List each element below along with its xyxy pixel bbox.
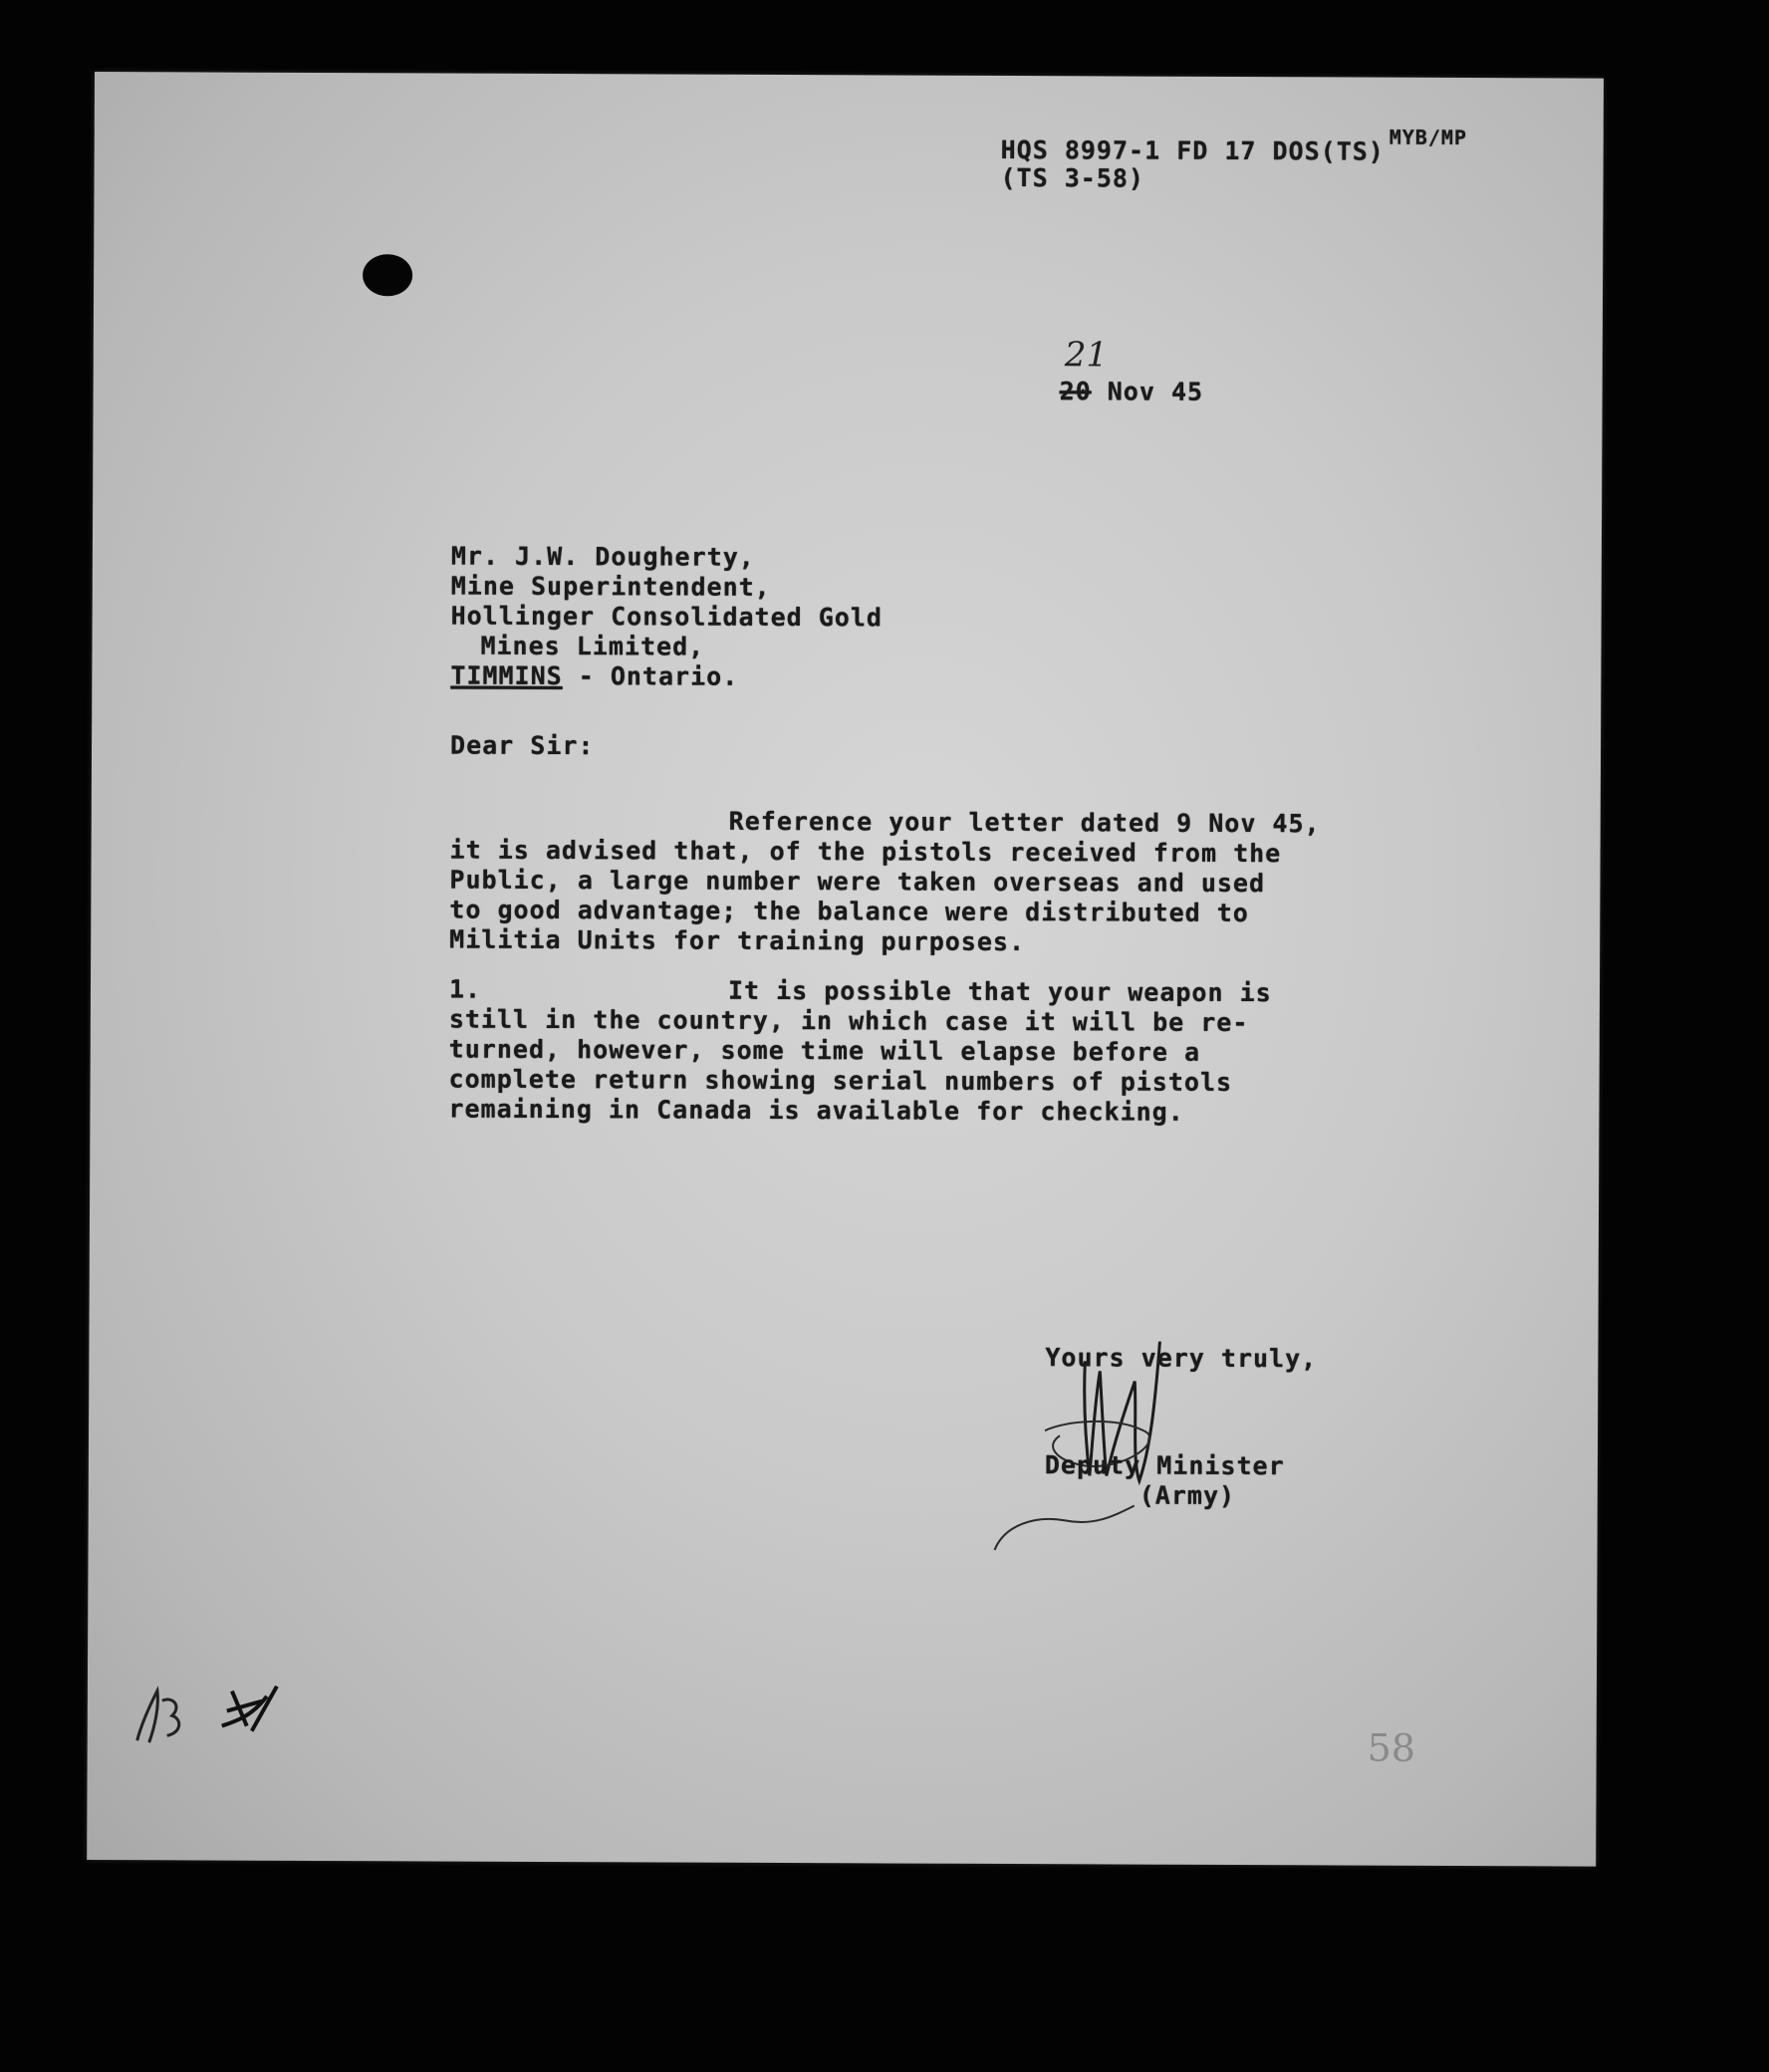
para2-number: 1. xyxy=(448,974,482,1004)
handwritten-initials-mark xyxy=(127,1671,297,1761)
addressee-title: Mine Superintendent, xyxy=(450,571,771,602)
signatory-title-1: Deputy Minister xyxy=(1044,1450,1285,1481)
reference-line-1: HQS 8997-1 FD 17 DOS(TS) xyxy=(1000,134,1385,166)
para2-line-2: still in the country, in which case it will be re- xyxy=(448,1004,1249,1038)
para1-line-1: Reference your letter dated 9 Nov 45, xyxy=(728,806,1321,839)
addressee-name: Mr. J.W. Dougherty, xyxy=(450,541,755,572)
ink-blot xyxy=(363,254,412,296)
addressee-city-line xyxy=(450,661,738,692)
addressee-company-1: Hollinger Consolidated Gold xyxy=(450,601,884,633)
date-struck-day: 20 xyxy=(1059,377,1092,406)
para2-line-4: complete return showing serial numbers of pistols xyxy=(448,1064,1233,1097)
date-line xyxy=(1060,377,1204,407)
para1-line-2: it is advised that, of the pistols received from the xyxy=(449,835,1282,869)
para1-line-3: Public, a large number were taken overseas and used xyxy=(449,865,1266,899)
para2-line-3: turned, however, some time will elapse before a xyxy=(448,1034,1201,1067)
addressee-province: - Ontario. xyxy=(562,661,739,691)
para2-line-1: It is possible that your weapon is xyxy=(727,975,1272,1008)
closing: Yours very truly, xyxy=(1045,1343,1318,1374)
addressee-company-2: Mines Limited, xyxy=(480,631,705,661)
para1-line-5: Militia Units for training purposes. xyxy=(449,924,1026,957)
addressee-city: TIMMINS xyxy=(450,660,563,691)
typist-initials: MYB/MP xyxy=(1389,125,1468,150)
letter-page xyxy=(87,72,1604,1867)
date-month-year: Nov 45 xyxy=(1107,377,1204,406)
signatory-title-2: (Army) xyxy=(1138,1480,1236,1511)
page-number: 58 xyxy=(1367,1725,1416,1770)
date-handwritten-correction: 21 xyxy=(1064,335,1109,376)
para2-line-5: remaining in Canada is available for checking. xyxy=(448,1094,1184,1127)
signature-scribble xyxy=(964,1301,1224,1561)
reference-line-2: (TS 3-58) xyxy=(1000,162,1145,193)
salutation: Dear Sir: xyxy=(449,730,595,761)
para1-line-4: to good advantage; the balance were distributed to xyxy=(449,895,1249,928)
